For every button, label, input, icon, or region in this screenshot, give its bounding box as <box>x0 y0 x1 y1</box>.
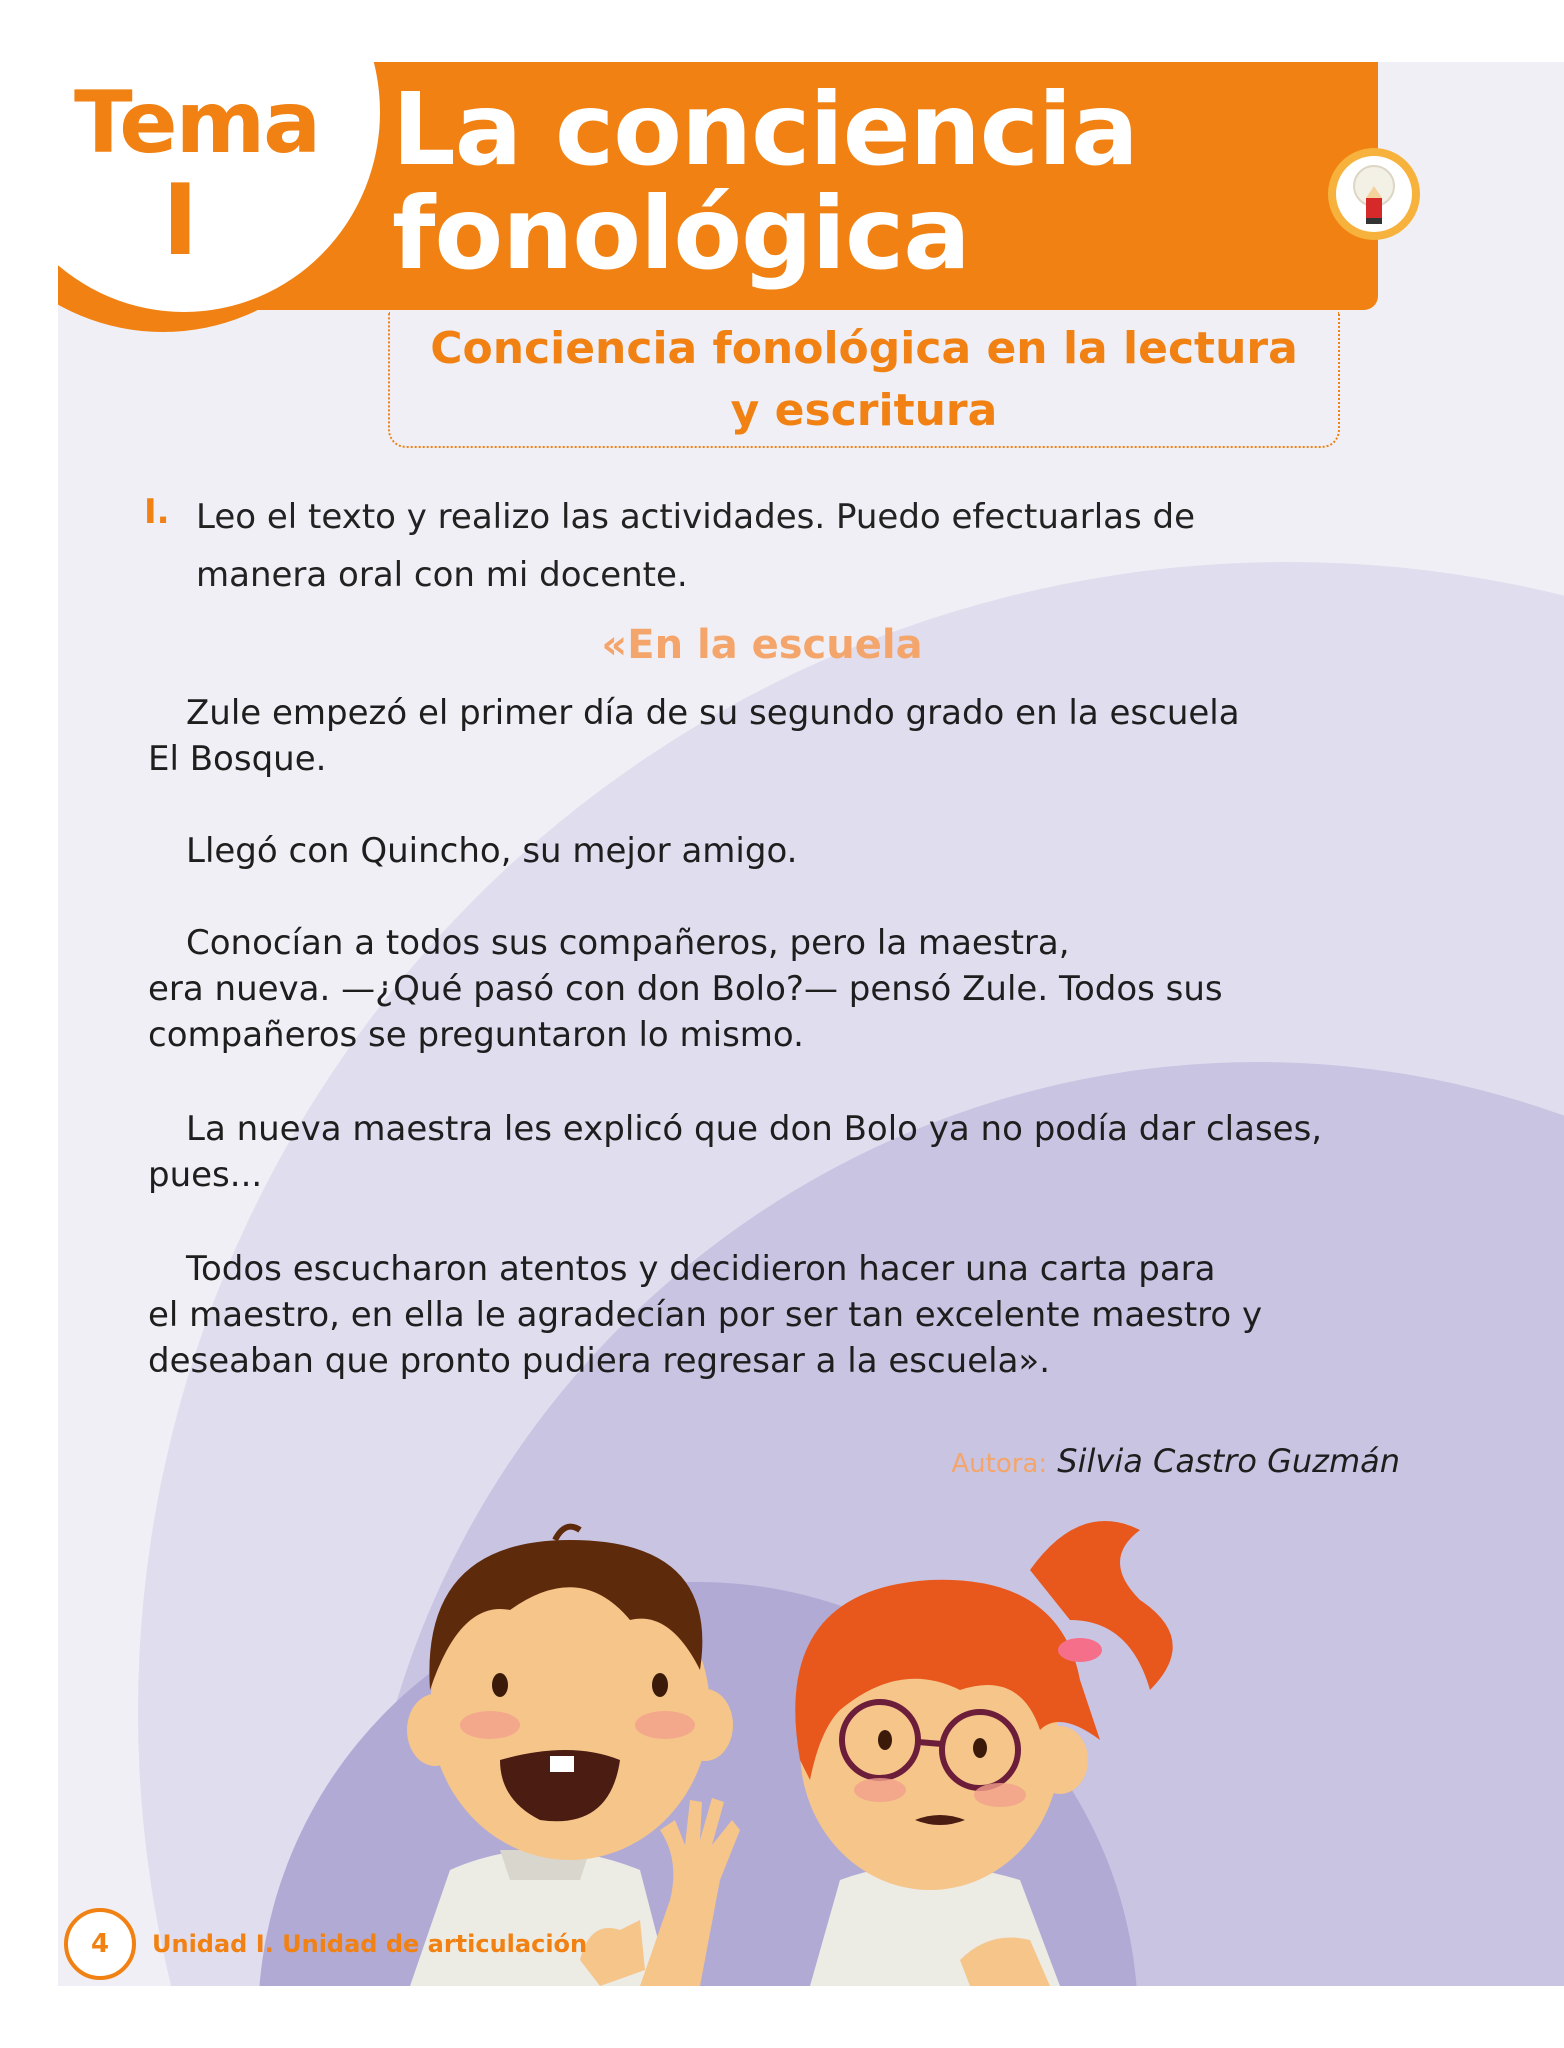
story-paragraph: Llegó con Quincho, su mejor amigo. <box>186 831 798 871</box>
children-illustration <box>340 1500 1240 1986</box>
subtitle <box>388 318 1340 442</box>
tema-label: Tema <box>74 73 320 173</box>
story-paragraph: La nueva maestra les explicó que don Bolo ya no podía dar clases, pues... <box>148 1109 1323 1195</box>
story-paragraph: Zule empezó el primer día de su segundo grado en la escuela El Bosque. <box>148 693 1240 779</box>
tema-number: I <box>162 164 199 278</box>
story-title: «En la escuela <box>601 622 923 668</box>
author-name: Silvia Castro Guzmán <box>1057 1442 1400 1480</box>
author-label: Autora: <box>951 1449 1048 1479</box>
instruction-number: I. <box>144 492 170 532</box>
page-title <box>392 71 1192 292</box>
page-number: 4 <box>64 1908 136 1980</box>
subtitle-line1: Conciencia fonológica en la lectura <box>430 323 1298 374</box>
story-paragraph: Todos escucharon atentos y decidieron hacer una carta para el maestro, en ella le agradecían por ser tan excelente maestro y deseaban que pronto pudiera regresar a la escuela». <box>148 1249 1263 1381</box>
story-paragraph: Conocían a todos sus compañeros, pero la maestra, era nueva. —¿Qué pasó con don Bolo?— pensó Zule. Todos sus compañeros se preguntaron lo mismo. <box>148 923 1223 1055</box>
author-credit <box>700 1442 1400 1480</box>
unit-label: Unidad I. Unidad de articulación <box>152 1930 588 1958</box>
page-title-line2: fonológica <box>392 175 970 292</box>
subtitle-line2: y escritura <box>730 385 998 436</box>
lightbulb-pencil-icon <box>1326 146 1422 242</box>
page-title-line1: La conciencia <box>392 71 1138 188</box>
instruction-text: Leo el texto y realizo las actividades. Puedo efectuarlas de manera oral con mi docente. <box>196 497 1195 595</box>
